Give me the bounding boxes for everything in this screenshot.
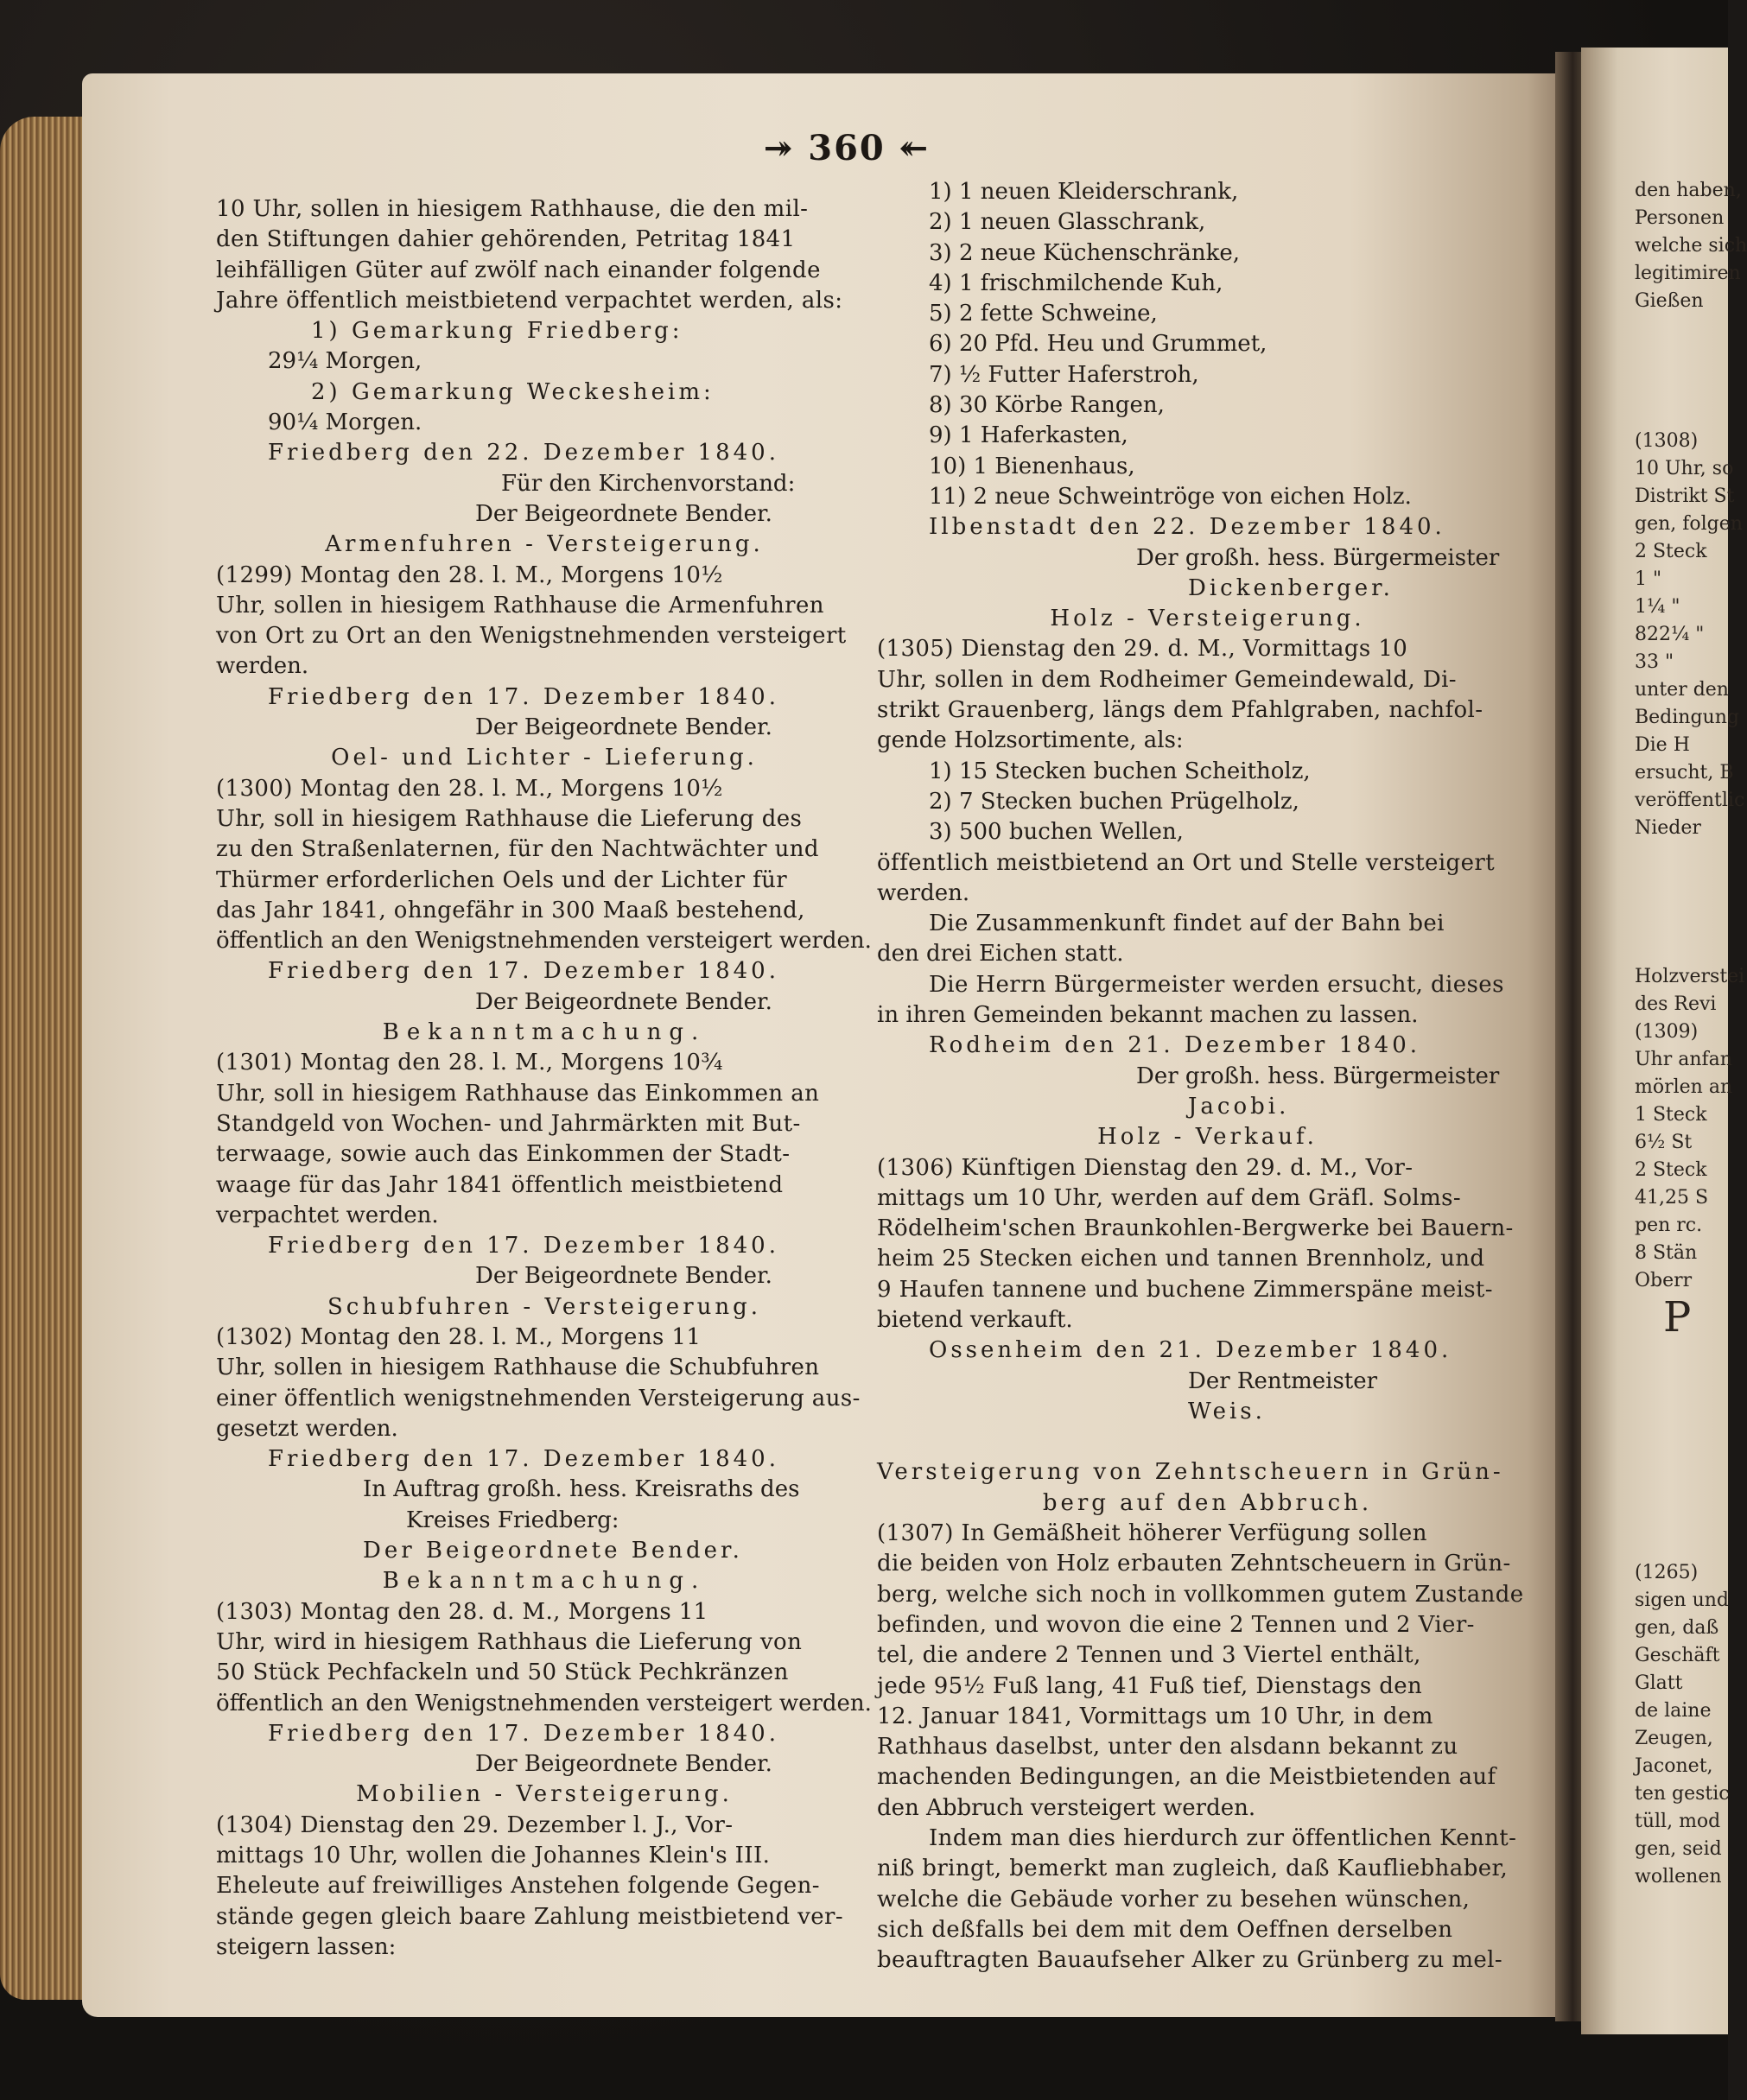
right-column-line: (1305) Dienstag den 29. d. M., Vormittags 10 xyxy=(877,636,1408,663)
left-column-line: Friedberg den 17. Dezember 1840. xyxy=(268,1233,779,1259)
facing-page-line: gen, seid xyxy=(1635,1838,1722,1860)
facing-page-line: Holzverstei xyxy=(1635,966,1745,987)
facing-page-line: Personen xyxy=(1635,207,1725,229)
right-column-line: Holz - Verkauf. xyxy=(1097,1124,1318,1151)
right-column-line: befinden, und wovon die eine 2 Tennen und 2 Vier- xyxy=(877,1611,1475,1638)
right-column-line: bietend verkauft. xyxy=(877,1306,1073,1333)
facing-page-line: ersucht, B xyxy=(1635,762,1734,784)
right-column-line: 11) 2 neue Schweintröge von eichen Holz. xyxy=(929,483,1412,510)
facing-page-block xyxy=(1581,428,1745,842)
right-column-line: heim 25 Stecken eichen und tannen Brennholz, und xyxy=(877,1246,1485,1272)
left-column-line: (1299) Montag den 28. l. M., Morgens 10½ xyxy=(216,561,723,588)
facing-page-line: den haben, xyxy=(1635,180,1742,201)
right-column-line: Der großh. hess. Bürgermeister xyxy=(1136,544,1500,571)
right-column-line: strikt Grauenberg, längs dem Pfahlgraben, nachfol- xyxy=(877,697,1483,724)
left-column-line: leihfälligen Güter auf zwölf nach einander folgende xyxy=(216,257,821,283)
right-column-line: Uhr, sollen in dem Rodheimer Gemeindewald, Di- xyxy=(877,666,1457,693)
left-column-line: Der Beigeordnete Bender. xyxy=(475,500,772,527)
right-column-line: welche die Gebäude vorher zu besehen wünschen, xyxy=(877,1886,1471,1913)
left-column-line: zu den Straßenlaternen, für den Nachtwächter und xyxy=(216,836,819,863)
left-column-line: stände gegen gleich baare Zahlung meistbietend ver- xyxy=(216,1903,844,1930)
facing-page-line: Uhr anfan xyxy=(1635,1049,1732,1070)
right-column-line: Indem man dies hierdurch zur öffentlichen Kennt- xyxy=(929,1825,1517,1852)
left-column-line: Friedberg den 17. Dezember 1840. xyxy=(268,1720,779,1747)
right-column-line: 10) 1 Bienenhaus, xyxy=(929,453,1135,479)
left-column-line: 90¼ Morgen. xyxy=(268,409,422,436)
left-column-line: Mobilien - Versteigerung. xyxy=(356,1781,733,1808)
right-column-line xyxy=(877,1427,1538,1457)
left-column-line: öffentlich an den Wenigstnehmenden versteigert werden. xyxy=(216,1690,872,1716)
facing-page-line: Nieder xyxy=(1635,817,1701,839)
right-column-line: Die Zusammenkunft findet auf der Bahn bei xyxy=(929,910,1445,937)
book-page-edges xyxy=(0,117,95,2000)
left-column-line: terwaage, sowie auch das Einkommen der Stadt- xyxy=(216,1141,791,1168)
facing-page-line: Die H xyxy=(1635,734,1690,756)
facing-page-line: des Revi xyxy=(1635,993,1717,1015)
left-column-line: Uhr, sollen in hiesigem Rathhause die Armenfuhren xyxy=(216,592,824,619)
facing-page-line: pen rc. xyxy=(1635,1215,1703,1236)
right-column-line: in ihren Gemeinden bekannt machen zu lassen. xyxy=(877,1002,1419,1029)
left-column-line: 1) Gemarkung Friedberg: xyxy=(311,318,683,345)
left-column-line: 50 Stück Pechfackeln und 50 Stück Pechkränzen xyxy=(216,1659,789,1686)
left-column-line: öffentlich an den Wenigstnehmenden versteigert werden. xyxy=(216,928,872,955)
facing-page-line: 2 Steck xyxy=(1635,1159,1707,1181)
right-column-line: mittags um 10 Uhr, werden auf dem Gräfl. Solms- xyxy=(877,1184,1462,1211)
left-column-line: Friedberg den 22. Dezember 1840. xyxy=(268,440,779,466)
left-column-line: einer öffentlich wenigstnehmenden Versteigerung aus- xyxy=(216,1385,861,1412)
facing-page-line: Distrikt St xyxy=(1635,485,1735,507)
facing-page-line: 33 " xyxy=(1635,651,1674,673)
right-column-line: berg, welche sich noch in vollkommen gutem Zustande xyxy=(877,1581,1524,1608)
right-column-line: 5) 2 fette Schweine, xyxy=(929,301,1158,327)
facing-page-block xyxy=(1581,1559,1728,1891)
left-column-line: Jahre öffentlich meistbietend verpachtet werden, als: xyxy=(216,287,843,314)
right-column-line: Jacobi. xyxy=(1188,1093,1290,1120)
facing-page-line: 41,25 S xyxy=(1635,1187,1709,1209)
right-column-line: (1307) In Gemäßheit höherer Verfügung sollen xyxy=(877,1520,1427,1547)
facing-page-line: 1¼ " xyxy=(1635,596,1680,618)
facing-page-line: 1 " xyxy=(1635,568,1662,590)
right-column-line: werden. xyxy=(877,879,970,906)
right-column-line: Rodheim den 21. Dezember 1840. xyxy=(929,1032,1421,1059)
right-column-line: (1306) Künftigen Dienstag den 29. d. M., Vor- xyxy=(877,1154,1413,1181)
facing-page-line: Zeugen, xyxy=(1635,1728,1713,1749)
right-column-line: tel, die andere 2 Tennen und 3 Viertel enthält, xyxy=(877,1642,1421,1669)
left-column-line: (1302) Montag den 28. l. M., Morgens 11 xyxy=(216,1323,702,1350)
facing-page-line: ten gestic xyxy=(1635,1783,1730,1805)
right-column-line: 9) 1 Haferkasten, xyxy=(929,422,1128,449)
left-column-line: von Ort zu Ort an den Wenigstnehmenden versteigert xyxy=(216,623,847,650)
facing-page-line: de laine xyxy=(1635,1700,1712,1722)
right-column-line: gende Holzsortimente, als: xyxy=(877,727,1184,754)
left-column-line: Thürmer erforderlichen Oels und der Lichter für xyxy=(216,866,788,893)
right-column-line: Rödelheim'schen Braunkohlen-Bergwerke bei Bauern- xyxy=(877,1215,1514,1242)
right-column-line: 2) 7 Stecken buchen Prügelholz, xyxy=(929,788,1299,815)
right-column-line: 4) 1 frischmilchende Kuh, xyxy=(929,270,1223,296)
right-column-line: Weis. xyxy=(1188,1398,1266,1424)
left-column-line: verpachtet werden. xyxy=(216,1202,439,1228)
facing-page-line: legitimiren xyxy=(1635,263,1741,284)
right-column-line: jede 95½ Fuß lang, 41 Fuß tief, Dienstags den xyxy=(877,1672,1423,1699)
right-column-line: Dickenberger. xyxy=(1188,574,1394,601)
left-column-line: Friedberg den 17. Dezember 1840. xyxy=(268,1446,779,1473)
left-column-line: Uhr, wird in hiesigem Rathhaus die Lieferung von xyxy=(216,1628,803,1655)
right-column-line: Holz - Versteigerung. xyxy=(1050,606,1365,632)
facing-page-line: gen, folgen xyxy=(1635,513,1743,535)
facing-page-block xyxy=(1581,177,1747,315)
facing-page-line: 1 Steck xyxy=(1635,1104,1707,1126)
left-column-line: 2) Gemarkung Weckesheim: xyxy=(311,378,715,405)
right-column-line: den drei Eichen statt. xyxy=(877,941,1124,968)
left-column-line: Armenfuhren - Versteigerung. xyxy=(325,531,764,558)
left-column-line: waage für das Jahr 1841 öffentlich meistbietend xyxy=(216,1171,784,1198)
page-number: ↠ 360 ↞ xyxy=(763,128,931,168)
facing-page-line: Jaconet, xyxy=(1635,1755,1713,1777)
facing-page-line: 10 Uhr, so xyxy=(1635,458,1734,479)
left-column-line: (1303) Montag den 28. d. M., Morgens 11 xyxy=(216,1598,708,1625)
right-column xyxy=(877,177,1538,1976)
right-column-line: Die Herrn Bürgermeister werden ersucht, dieses xyxy=(929,971,1504,998)
left-column-line: (1301) Montag den 28. l. M., Morgens 10¾ xyxy=(216,1050,723,1076)
left-column-line: steigern lassen: xyxy=(216,1933,397,1960)
right-column-line: 3) 500 buchen Wellen, xyxy=(929,819,1184,846)
left-column-line: Der Beigeordnete Bender. xyxy=(475,1263,772,1290)
left-column-line: Friedberg den 17. Dezember 1840. xyxy=(268,683,779,710)
facing-page-block xyxy=(1581,963,1745,1295)
facing-page-line: Oberr xyxy=(1635,1270,1693,1291)
left-column-line: werden. xyxy=(216,653,309,680)
left-column-line: Standgeld von Wochen- und Jahrmärkten mit But- xyxy=(216,1110,801,1137)
facing-page-line: 8 Stän xyxy=(1635,1242,1698,1264)
facing-page-line: P xyxy=(1663,1293,1692,1342)
facing-page-line: 2 Steck xyxy=(1635,541,1707,562)
left-column-line: Uhr, soll in hiesigem Rathhause die Lieferung des xyxy=(216,805,803,832)
left-column-line: das Jahr 1841, ohngefähr in 300 Maaß bestehend, xyxy=(216,897,805,923)
facing-page-line: veröffentlic xyxy=(1635,790,1745,811)
left-column-line: 10 Uhr, sollen in hiesigem Rathhause, die den mil- xyxy=(216,196,809,222)
right-column-line: öffentlich meistbietend an Ort und Stelle versteigert xyxy=(877,849,1496,876)
left-column-line: (1304) Dienstag den 29. Dezember l. J., Vor- xyxy=(216,1811,734,1838)
facing-page-line: sigen und xyxy=(1635,1589,1730,1611)
left-column-line: Der Beigeordnete Bender. xyxy=(475,1751,772,1778)
right-column-line: machenden Bedingungen, an die Meistbietenden auf xyxy=(877,1764,1496,1791)
facing-page-line: (1265) xyxy=(1635,1562,1699,1583)
right-column-line: Ossenheim den 21. Dezember 1840. xyxy=(929,1337,1452,1364)
facing-page-line: gen, daß xyxy=(1635,1617,1719,1639)
right-column-line: 12. Januar 1841, Vormittags um 10 Uhr, in dem xyxy=(877,1703,1433,1729)
left-column-line: Friedberg den 17. Dezember 1840. xyxy=(268,958,779,985)
right-column-line: Rathhaus daselbst, unter den alsdann bekannt zu xyxy=(877,1734,1458,1761)
left-column-line: Schubfuhren - Versteigerung. xyxy=(327,1293,762,1320)
left-column-line: Bekanntmachung. xyxy=(382,1019,707,1046)
left-column-line: Kreises Friedberg: xyxy=(406,1507,619,1533)
left-column-line: In Auftrag großh. hess. Kreisraths des xyxy=(363,1476,800,1503)
right-column-line: niß bringt, bemerkt man zugleich, daß Kaufliebhaber, xyxy=(877,1856,1509,1882)
right-column-line: 8) 30 Körbe Rangen, xyxy=(929,392,1165,419)
facing-page-line: Gießen xyxy=(1635,290,1704,312)
facing-page-line: mörlen an xyxy=(1635,1076,1733,1098)
left-column-line: Eheleute auf freiwilliges Anstehen folgende Gegen- xyxy=(216,1873,820,1900)
facing-page-line: welche sich xyxy=(1635,235,1747,257)
facing-page-line: Bedingung xyxy=(1635,707,1739,728)
right-column-line: beauftragten Bauaufseher Alker zu Grünberg zu mel- xyxy=(877,1947,1503,1974)
right-column-line: 7) ½ Futter Haferstroh, xyxy=(929,361,1199,388)
right-column-line: 9 Haufen tannene und buchene Zimmerspäne meist- xyxy=(877,1276,1493,1303)
right-column-line: 1) 1 neuen Kleiderschrank, xyxy=(929,179,1239,205)
left-column-line: Der Beigeordnete Bender. xyxy=(363,1538,743,1564)
left-column-line: (1300) Montag den 28. l. M., Morgens 10½ xyxy=(216,775,723,802)
left-column-line: Für den Kirchenvorstand: xyxy=(501,470,796,497)
right-column-line: 6) 20 Pfd. Heu und Grummet, xyxy=(929,331,1267,358)
right-column-line: sich deßfalls bei dem mit dem Oeffnen derselben xyxy=(877,1916,1453,1943)
facing-page-line: 6½ St xyxy=(1635,1132,1693,1153)
right-column-line: 2) 1 neuen Glasschrank, xyxy=(929,209,1206,236)
facing-page-block xyxy=(1581,1291,1728,1343)
facing-page-line: Geschäft xyxy=(1635,1645,1720,1666)
facing-page-line: wollenen xyxy=(1635,1866,1722,1887)
left-column-line: gesetzt werden. xyxy=(216,1415,398,1442)
right-column-line: Der Rentmeister xyxy=(1188,1367,1378,1394)
left-column-line: Der Beigeordnete Bender. xyxy=(475,988,772,1015)
right-column-line: den Abbruch versteigert werden. xyxy=(877,1794,1256,1821)
left-column-line: mittags 10 Uhr, wollen die Johannes Klein's III. xyxy=(216,1843,771,1869)
left-column-line: Uhr, sollen in hiesigem Rathhause die Schubfuhren xyxy=(216,1355,820,1381)
facing-page-line: tüll, mod xyxy=(1635,1811,1721,1832)
facing-page-line: Glatt xyxy=(1635,1672,1683,1694)
left-column-line: Oel- und Lichter - Lieferung. xyxy=(331,745,758,771)
left-column-line: Der Beigeordnete Bender. xyxy=(475,714,772,741)
right-column-line: Der großh. hess. Bürgermeister xyxy=(1136,1063,1500,1089)
left-column-line: 29¼ Morgen, xyxy=(268,348,422,375)
right-column-line: die beiden von Holz erbauten Zehntscheuern in Grün- xyxy=(877,1551,1511,1577)
left-column-line: Uhr, soll in hiesigem Rathhause das Einkommen an xyxy=(216,1080,820,1107)
left-column-line: Bekanntmachung. xyxy=(382,1568,707,1595)
right-column-line: 3) 2 neue Küchenschränke, xyxy=(929,239,1241,266)
right-column-line: Versteigerung von Zehntscheuern in Grün- xyxy=(877,1459,1504,1486)
facing-page-line: (1309) xyxy=(1635,1021,1699,1043)
left-column xyxy=(216,194,873,1963)
facing-page-fragment xyxy=(1581,48,1747,2034)
facing-page-line: unter den xyxy=(1635,679,1729,701)
facing-page-line: (1308) xyxy=(1635,430,1699,452)
right-column-line: 1) 15 Stecken buchen Scheitholz, xyxy=(929,758,1311,784)
right-column-line: Ilbenstadt den 22. Dezember 1840. xyxy=(929,514,1445,541)
left-column-line: den Stiftungen dahier gehörenden, Petritag 1841 xyxy=(216,226,796,253)
facing-page-line: 822¼ " xyxy=(1635,624,1705,645)
right-column-line: berg auf den Abbruch. xyxy=(1042,1489,1373,1516)
